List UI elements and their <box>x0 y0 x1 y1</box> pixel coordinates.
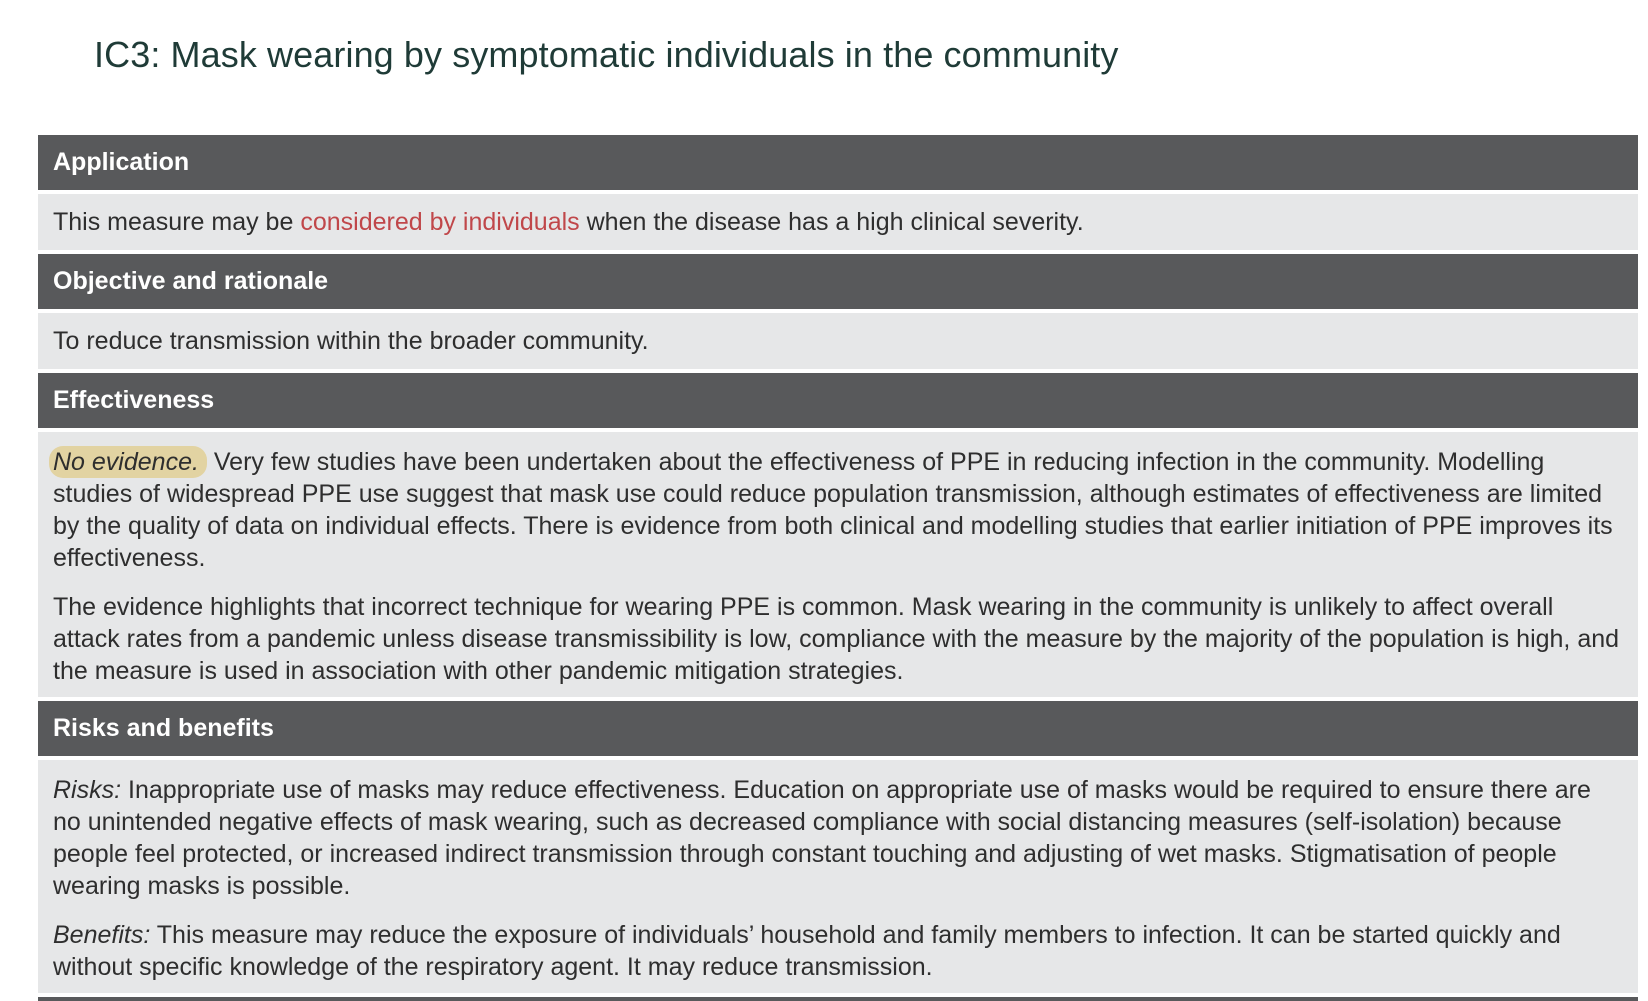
section-heading-risks-benefits: Risks and benefits <box>38 701 1638 756</box>
risks-paragraph <box>53 774 1624 902</box>
objective-text: To reduce transmission within the broader community. <box>53 327 649 355</box>
benefits-paragraph <box>53 919 1624 983</box>
effectiveness-paragraph-1 <box>53 446 1624 574</box>
section-body-application <box>38 194 1638 250</box>
no-evidence-highlight: No evidence. <box>49 446 207 478</box>
section-body-risks-benefits <box>38 760 1638 993</box>
benefits-text: This measure may reduce the exposure of individuals’ household and family members to infection. It can be started quickly and without specific knowledge of the respiratory agent. It may reduce transmission. <box>53 921 1561 981</box>
risks-text: Inappropriate use of masks may reduce effectiveness. Education on appropriate use of masks would be required to ensure there are no unintended negative effects of mask wearing, such as decreased compliance with social distancing measures (self-isolation) because people feel protected, or increased indirect transmission through constant touching and adjusting of wet masks. Stigmatisation of people wearing masks is possible. <box>53 776 1591 900</box>
section-body-objective <box>38 313 1638 369</box>
application-text <box>53 206 1084 238</box>
application-text-before: This measure may be <box>53 208 301 236</box>
section-heading-effectiveness: Effectiveness <box>38 373 1638 428</box>
effectiveness-text-1: Very few studies have been undertaken about the effectiveness of PPE in reducing infection in the community. Modelling studies of widespread PPE use suggest that mask use could reduce population transmission, although estimates of effectiveness are limited by the quality of data on individual effects. There is evidence from both clinical and modelling studies that earlier initiation of PPE improves its effectiveness. <box>53 448 1613 572</box>
application-text-after: when the disease has a high clinical severity. <box>579 208 1084 236</box>
benefits-label: Benefits: <box>53 921 151 949</box>
section-heading-application: Application <box>38 135 1638 190</box>
page-title: IC3: Mask wearing by symptomatic individuals in the community <box>94 34 1119 75</box>
measure-table <box>38 135 1638 1001</box>
risks-label: Risks: <box>53 776 122 804</box>
considered-by-individuals-link[interactable]: considered by individuals <box>300 208 580 236</box>
section-heading-objective: Objective and rationale <box>38 254 1638 309</box>
section-body-effectiveness <box>38 432 1638 697</box>
effectiveness-paragraph-2: The evidence highlights that incorrect technique for wearing PPE is common. Mask wearing in the community is unlikely to affect overall attack rates from a pandemic unless disease transmissibility is low, compliance with the measure by the majority of the population is high, and the measure is used in association with other pandemic mitigation strategies. <box>53 593 1620 685</box>
